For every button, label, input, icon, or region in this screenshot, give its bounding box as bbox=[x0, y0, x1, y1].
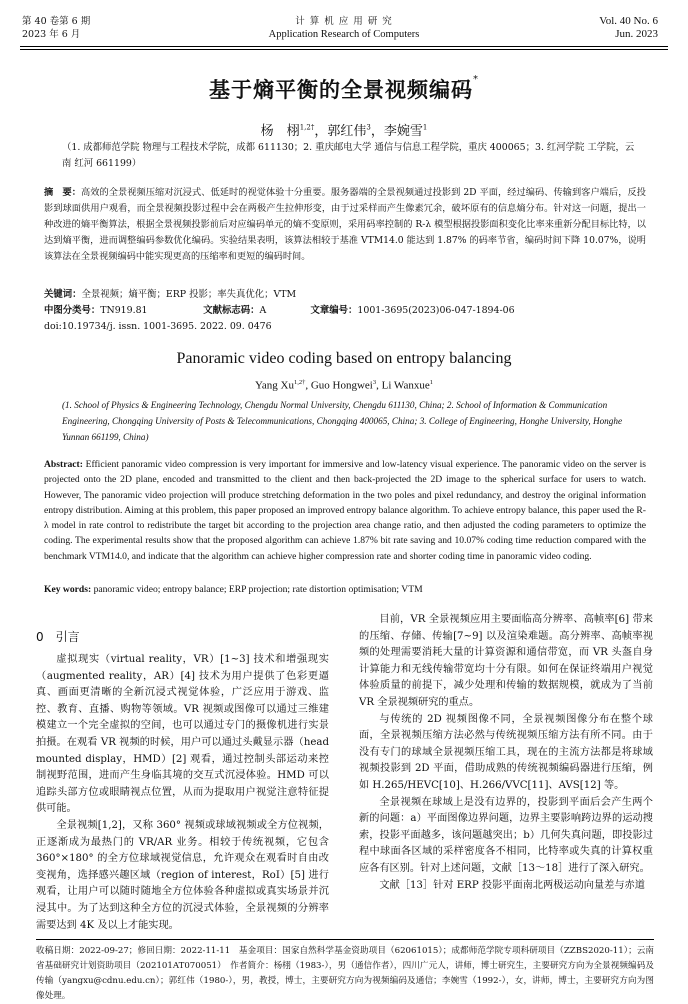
article-number-label: 文章编号： bbox=[310, 305, 358, 316]
body-paragraph: 目前，VR 全景视频应用主要面临高分辨率、高帧率[6] 带来的压缩、存储、传输[7~9] 以及渲染难题。高分辨率、高帧率视频的处理需要消耗大量的计算资源和通信带宽，而 VR 头盔自身计算能力和无线传输带宽均十分有限。如何在保证终端用户视觉体验质量的前提下，减少处理和传输的数据规模，就成为了当前 VR 全景视频研究的重点。 bbox=[359, 614, 653, 708]
body-paragraph: 全景视频在球域上是没有边界的，投影到平面后会产生两个新的问题：a）平面图像边界问题，边界主要影响跨边界的运动搜索，投影平面越多，该问题越突出；b）几何失真问题，即投影过程中球面各区域的采样密度各不相同，比特率或失真的计算权重应各有区别。针对上述问题，文献［13～18］进行了深入研究。 bbox=[359, 796, 653, 874]
author-affiliation-mark: 3 bbox=[366, 123, 371, 132]
header-rule-thick bbox=[20, 46, 668, 47]
author-name-en: Li Wanxue bbox=[381, 379, 430, 392]
keywords-en-text: panoramic video; entropy balance; ERP projection; rate distortion optimisation; VTM bbox=[93, 584, 423, 595]
keywords-cn-text: 全景视频；熵平衡；ERP 投影；率失真优化；VTM bbox=[81, 289, 297, 300]
author-name: 杨 栩 bbox=[260, 124, 300, 139]
paper-title-en: Panoramic video coding based on entropy balancing bbox=[176, 350, 512, 367]
journal-name-header bbox=[0, 15, 688, 41]
volume-issue-cn: 第 40 卷第 6 期 bbox=[22, 16, 91, 27]
author-affiliation-mark-en: 1 bbox=[429, 379, 433, 386]
author-name-en: Guo Hongwei bbox=[310, 379, 373, 392]
author-affiliation-mark: 1,2† bbox=[299, 123, 315, 132]
body-column-right bbox=[359, 612, 653, 894]
body-paragraph: 文献［13］针对 ERP 投影平面南北两极运动向量差与赤道 bbox=[379, 879, 645, 891]
journal-name-en: Application Research of Computers bbox=[268, 29, 420, 40]
clc-label: 中图分类号： bbox=[44, 305, 101, 316]
journal-volume-header-en bbox=[599, 15, 658, 41]
author-affiliation-mark-en: 3 bbox=[372, 379, 377, 386]
article-number-value: 1001-3695(2023)06-047-1894-06 bbox=[357, 305, 515, 316]
abstract-en-text: Efficient panoramic video compression is very important for immersive and low-latency visual experience. The panoramic video on the server is projected onto the 2D plane, encoded and transmitted to the client and then back-projected the 2D image to the spherical surface for users to watch. However, The panoramic video projection will produce stretching deformation in the two poles and pixel redundancy, and destroy the original information entropy distribution. Aiming at this problem, this paper proposed an improved entropy balance algorithm. To achieve entropy balance, this paper used the R-λ model in rate control to redistribute the target bit according to the projection area change ratio, and then adjusted the coding parameters to optimize the coding. The experimental results show that the proposed algorithm can achieve 1.87% bit rate saving and 10.07% coding time reduction compared with the benchmark VTM14.0, and indicate that the algorithm can achieve higher compression rate and shorter coding time in panoramic video coding. bbox=[44, 459, 646, 562]
abstract-cn-label: 摘 要： bbox=[44, 187, 82, 198]
paper-title-cn bbox=[0, 74, 688, 104]
author-affiliation-mark: 1 bbox=[422, 123, 428, 132]
doi-line: doi:10.19734/j. issn. 1001-3695. 2022. 09. 0476 bbox=[44, 321, 272, 332]
author-separator: ， bbox=[370, 124, 384, 139]
date-en: Jun. 2023 bbox=[615, 28, 658, 40]
footnote: 收稿日期：2022-09-27；修回日期：2022-11-11 基金项目：国家自然科学基金资助项目（62061015）；成都师范学院专项科研项目（ZZBS2020-11）；云南省基础研究计划资助项目（202101AT070051） 作者简介：杨栩（1983-），男（通信作者），四川广元人，讲师，博士研究生，主要研究方向为全景视频编码及传输（yangxu@cdnu.edu.cn）；郭红伟（1980-），男，教授，博士，主要研究方向为视频编码及通信；李婉雪（1992-），女，讲师，博士，主要研究方向为图像处理。 bbox=[36, 946, 654, 1001]
abstract-en bbox=[44, 457, 646, 564]
author-separator-en: , bbox=[376, 379, 382, 392]
abstract-en-label: Abstract: bbox=[44, 459, 83, 470]
body-column-left bbox=[36, 652, 329, 934]
doc-code-label: 文献标志码： bbox=[203, 305, 260, 316]
doc-code-value: A bbox=[259, 305, 267, 316]
clc-value: TN919.81 bbox=[100, 305, 148, 316]
volume-issue-en: Vol. 40 No. 6 bbox=[599, 15, 658, 27]
author-affiliation-mark-en: 1,2† bbox=[293, 379, 306, 386]
title-cn-text: 基于熵平衡的全景视频编码 bbox=[209, 78, 473, 102]
footnote-rule bbox=[36, 939, 654, 940]
title-footnote-mark: * bbox=[473, 74, 479, 85]
classification-line bbox=[44, 303, 654, 319]
header-rule-thin bbox=[20, 49, 668, 50]
abstract-cn bbox=[44, 185, 646, 265]
authors-cn bbox=[0, 120, 688, 139]
abstract-cn-text: 高效的全景视频压缩对沉浸式、低延时的视觉体验十分重要。服务器端的全景视频通过投影到 2D 平面，经过编码、传输到客户端后，反投影到球面供用户观看，而全景视频投影过程中会在两极产生拉伸形变，由于过采样而产生像素冗余，破坏原有的信息熵分布。针对这一问题，提出一种改进的熵平衡算法，根据全景视频投影前后对应编码单元的熵不变原则，采用码率控制的 R-λ 模型根据投影面积变化比率来重新分配目标比特，以达到熵平衡，进而调整编码参数优化编码。实验结果表明，该算法相较于基准 VTM14.0 能达到 1.87% 的码率节省，编码时间下降 10.07%，说明该算法在全景视频编码中能实现更高的压缩率和更短的编码时间。 bbox=[44, 187, 646, 262]
body-paragraph: 全景视频[1,2]，又称 360° 视频或球域视频或全方位视频，正逐渐成为最热门的 VR/AR 业务。相较于传统视频，它包含 360°×180° 的全方位球域视觉信息，允许观众在观看时自由改变视角，选择感兴趣区域（region of interest，RoI）[5] 进行观看，让用户可以随时随地全方位体验各种虚拟或真实场景并沉浸其中。为了达到这种全方位的沉浸式体验，全景视频的分辨率需要达到 4K 及以上才能实现。 bbox=[36, 819, 329, 931]
section-heading-introduction: 0 引言 bbox=[36, 630, 80, 644]
keywords-en bbox=[44, 584, 646, 595]
body-paragraph: 与传统的 2D 视频图像不同，全景视频图像分布在整个球面，全景视频压缩方法必然与传统视频压缩方法有所不同。由于没有专门的球域全景视频压缩工具，现在的主流方法都是将球域视频投影到 2D 平面，借助成熟的传统视频编码器进行压缩，例如 H.265/HEVC[10]、H.266/VVC[11]、AVS[12] 等。 bbox=[359, 713, 653, 791]
author-separator: ， bbox=[314, 124, 328, 139]
affiliations-en: (1. School of Physics & Engineering Technology, Chengdu Normal University, Chengdu 611130, China; 2. School of Information & Communication Engineering, Chongqing University of Posts & Telecommunications, Chongqing 400065, China; 3. College of Engineering, Honghe University, Honghe Yunnan 661199, China) bbox=[62, 400, 623, 442]
body-paragraph: 虚拟现实（virtual reality，VR）[1~3] 技术和增强现实（augmented reality，AR）[4] 技术为用户提供了色彩更逼真、画面更清晰的全新沉浸式视觉体验，广泛应用于游戏、监控、教育、直播、购物等领域。VR 视频或图像可以通过三维建模建立一个完全虚拟的空间，也可以通过专门的摄像机进行实景拍摄。在观看 VR 视频的时候，用户可以通过头戴显示器（head mounted display，HMD）[2] 观看，通过控制头部运动来控制视野范围，进而产生身临其境的交互式沉浸体验。HMD 可以追踪头部方位或眼睛视点位置，从而为提取用户视觉注意特征提供可能。 bbox=[36, 654, 329, 815]
keywords-cn bbox=[44, 287, 654, 303]
author-name: 李婉雪 bbox=[383, 124, 423, 139]
author-name: 郭红伟 bbox=[327, 124, 367, 139]
affiliations-cn: （1. 成都师范学院 物理与工程技术学院，成都 611130；2. 重庆邮电大学 通信与信息工程学院，重庆 400065；3. 红河学院 工学院，云南 红河 661199） bbox=[62, 142, 635, 169]
authors-en bbox=[0, 379, 688, 392]
keywords-en-label: Key words: bbox=[44, 584, 92, 595]
date-cn: 2023 年 6 月 bbox=[22, 29, 81, 40]
author-name-en: Yang Xu bbox=[255, 379, 294, 392]
keywords-cn-label: 关键词： bbox=[44, 289, 82, 300]
journal-name-cn: 计 算 机 应 用 研 究 bbox=[295, 16, 393, 27]
author-separator-en: , bbox=[305, 379, 311, 392]
